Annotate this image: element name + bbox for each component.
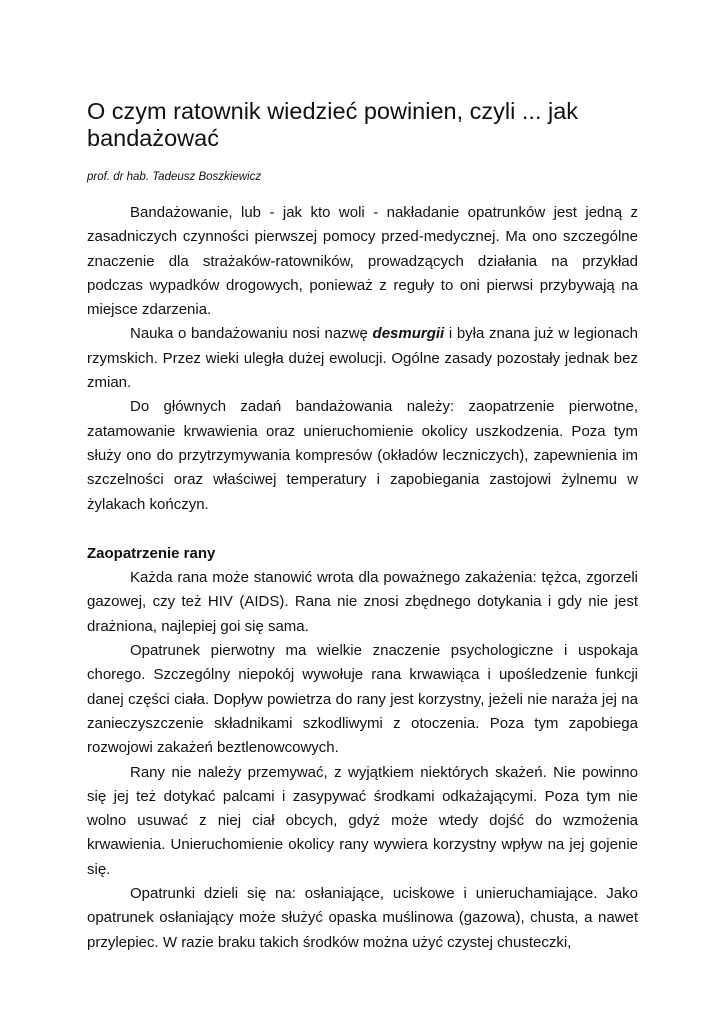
section-heading: Zaopatrzenie rany xyxy=(87,544,216,562)
intro-paragraph-2 xyxy=(87,322,638,395)
section-paragraph-1: Każda rana może stanowić wrota dla poważnego zakażenia: tężca, zgorzeli gazowej, czy też HIV (AIDS). Rana nie znosi zbędnego dotykania i gdy nie jest drażniona, najlepiej goi się sama. xyxy=(87,569,638,635)
section-paragraph-3: Rany nie należy przemywać, z wyjątkiem niektórych skażeń. Nie powinno się jej też dotykać palcami i zasypywać środkami odkażającymi. Poza tym nie wolno usuwać z niej ciał obcych, gdyż może wtedy dojść do wzmożenia krwawienia. Unieruchomienie okolicy rany wywiera korzystny wpływ na jej gojenie się. xyxy=(87,763,638,878)
author-line: prof. dr hab. Tadeusz Boszkiewicz xyxy=(87,171,262,183)
section-paragraph-4: Opatrunki dzieli się na: osłaniające, uciskowe i unieruchamiające. Jako opatrunek osłaniający może służyć opaska muślinowa (gazowa), chusta, a nawet przylepiec. W razie braku takich środków można użyć czystej chusteczki, xyxy=(87,885,638,951)
intro-paragraph-1: Bandażowanie, lub - jak kto woli - nakładanie opatrunków jest jedną z zasadniczych czynności pierwszej pomocy przed-medycznej. Ma ono szczególne znaczenie dla strażaków-ratowników, prowadzących działania na przykład podczas wypadków drogowych, ponieważ z reguły to oni pierwsi przybywają na miejsce zdarzenia. xyxy=(87,204,638,319)
section-paragraph-2: Opatrunek pierwotny ma wielkie znaczenie psychologiczne i uspokaja chorego. Szczególny niepokój wywołuje rana krwawiąca i upośledzenie funkcji danej części ciała. Dopływ powietrza do rany jest korzystny, jeżeli nie naraża jej na zanieczyszczenie składnikami szkodliwymi z otoczenia. Poza tym zapobiega rozwojowi zakażeń beztlenowcowych. xyxy=(87,642,638,757)
desmurgy-term: desmurgii xyxy=(372,325,445,343)
intro-paragraph-2-start: Nauka o bandażowaniu nosi nazwę xyxy=(130,325,373,343)
document-title: O czym ratownik wiedzieć powinien, czyli ... jak bandażować xyxy=(87,98,579,151)
intro-paragraph-3: Do głównych zadań bandażowania należy: zaopatrzenie pierwotne, zatamowanie krwawienia oraz unieruchomienie okolicy uszkodzenia. Poza tym służy ono do przytrzymywania kompresów (okładów leczniczych), zapewnienia im szczelności oraz właściwej temperatury i zapobiegania zastojowi żylnemu w żylakach kończyn. xyxy=(87,398,638,513)
intro-paragraph-2-end: i była znana już w legionach rzymskich. Przez wieki uległa dużej ewolucji. Ogólne zasady pozostały jednak bez zmian. xyxy=(87,325,638,392)
document-page xyxy=(87,98,638,955)
document-body xyxy=(87,201,638,955)
